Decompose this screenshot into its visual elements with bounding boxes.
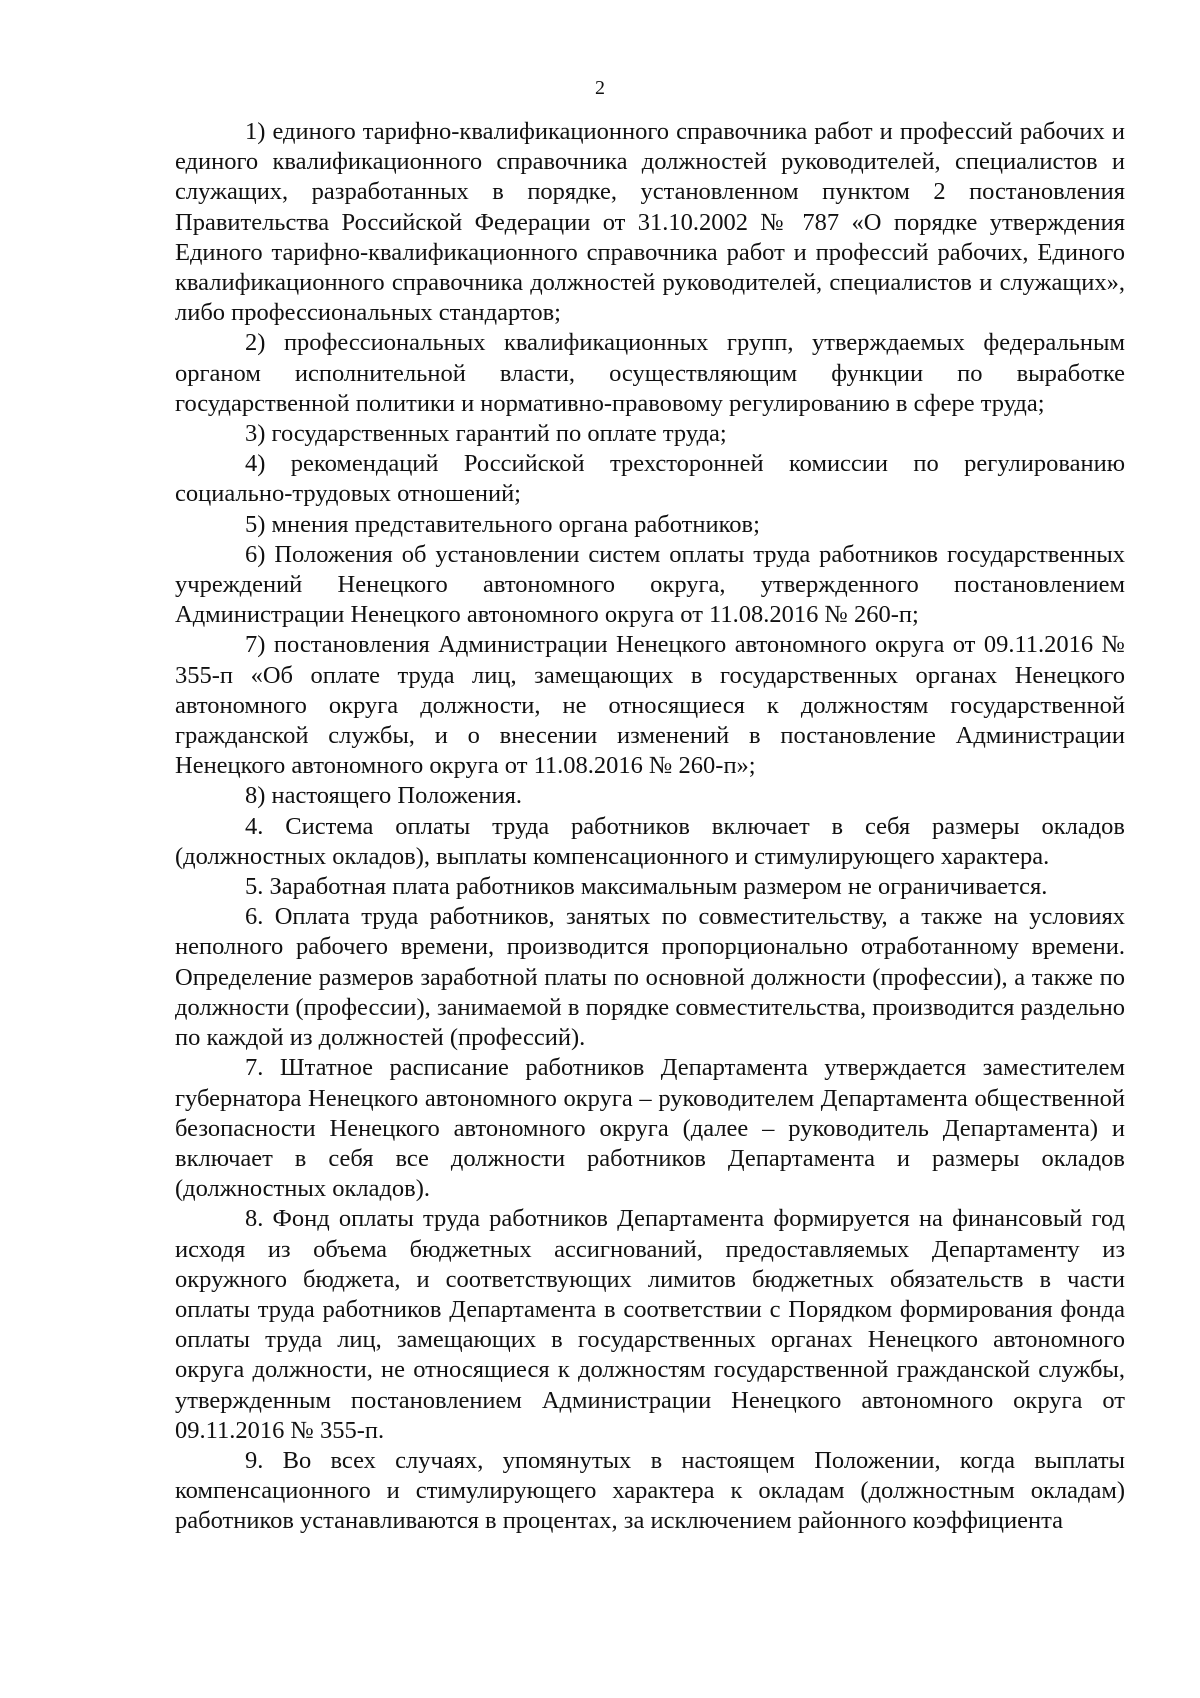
paragraph-section-9: 9. Во всех случаях, упомянутых в настоящем Положении, когда выплаты компенсационного и стимулирующего характера к окладам (должностным окладам) работников устанавливаются в процентах, за исключением районного коэффициента bbox=[175, 1446, 1125, 1535]
paragraph-section-6: 6. Оплата труда работников, занятых по совместительству, а также на условиях неполного рабочего времени, производится пропорционально отработанному времени. Определение размеров заработной платы по основной должности (профессии), а также по должности (профессии), занимаемой в порядке совместительства, производится раздельно по каждой из должностей (профессий). bbox=[175, 903, 1125, 1052]
document-body bbox=[175, 117, 1125, 1537]
paragraph-item-8: 8) настоящего Положения. bbox=[245, 782, 522, 810]
paragraph-item-3: 3) государственных гарантий по оплате труда; bbox=[245, 420, 727, 448]
paragraph-item-7: 7) постановления Администрации Ненецкого автономного округа от 09.11.2016 № 355-п «Об оплате труда лиц, замещающих в государственных органах Ненецкого автономного округа должности, не относящиеся к должностям государственной гражданской службы, и о внесении изменений в постановление Администрации Ненецкого автономного округа от 11.08.2016 № 260-п»; bbox=[175, 631, 1125, 780]
page-number: 2 bbox=[595, 77, 605, 99]
paragraph-item-4: 4) рекомендаций Российской трехсторонней комиссии по регулированию социально-трудовых отношений; bbox=[175, 450, 1125, 508]
paragraph-section-8: 8. Фонд оплаты труда работников Департамента формируется на финансовый год исходя из объема бюджетных ассигнований, предоставляемых Департаменту из окружного бюджета, и соответствующих лимитов бюджетных обязательств в части оплаты труда работников Департамента в соответствии с Порядком формирования фонда оплаты труда лиц, замещающих в государственных органах Ненецкого автономного округа должности, не относящиеся к должностям государственной гражданской службы, утвержденным постановлением Администрации Ненецкого автономного округа от 09.11.2016 № 355-п. bbox=[175, 1205, 1125, 1444]
paragraph-section-7: 7. Штатное расписание работников Департамента утверждается заместителем губернатора Ненецкого автономного округа – руководителем Департамента общественной безопасности Ненецкого автономного округа (далее – руководитель Департамента) и включает в себя все должности работников Департамента и размеры окладов (должностных окладов). bbox=[175, 1054, 1125, 1203]
paragraph-section-5: 5. Заработная плата работников максимальным размером не ограничивается. bbox=[245, 873, 1048, 901]
paragraph-item-2: 2) профессиональных квалификационных групп, утверждаемых федеральным органом исполнительной власти, осуществляющим функции по выработке государственной политики и нормативно-правовому регулированию в сфере труда; bbox=[175, 329, 1125, 417]
paragraph-item-6: 6) Положения об установлении систем оплаты труда работников государственных учреждений Ненецкого автономного округа, утвержденного постановлением Администрации Ненецкого автономного округа от 11.08.2016 № 260-п; bbox=[175, 540, 1125, 629]
paragraph-section-4: 4. Система оплаты труда работников включает в себя размеры окладов (должностных окладов), выплаты компенсационного и стимулирующего характера. bbox=[175, 812, 1125, 870]
paragraph-item-5: 5) мнения представительного органа работников; bbox=[245, 510, 760, 538]
paragraph-item-1: 1) единого тарифно-квалификационного справочника работ и профессий рабочих и единого квалификационного справочника должностей руководителей, специалистов и служащих, разработанных в порядке, установленном пунктом 2 постановления Правительства Российской Федерации от 31.10.2002 № 787 «О порядке утверждения Единого тарифно-квалификационного справочника работ и профессий рабочих, Единого квалификационного справочника должностей руководителей, специалистов и служащих», либо профессиональных стандартов; bbox=[175, 118, 1125, 327]
